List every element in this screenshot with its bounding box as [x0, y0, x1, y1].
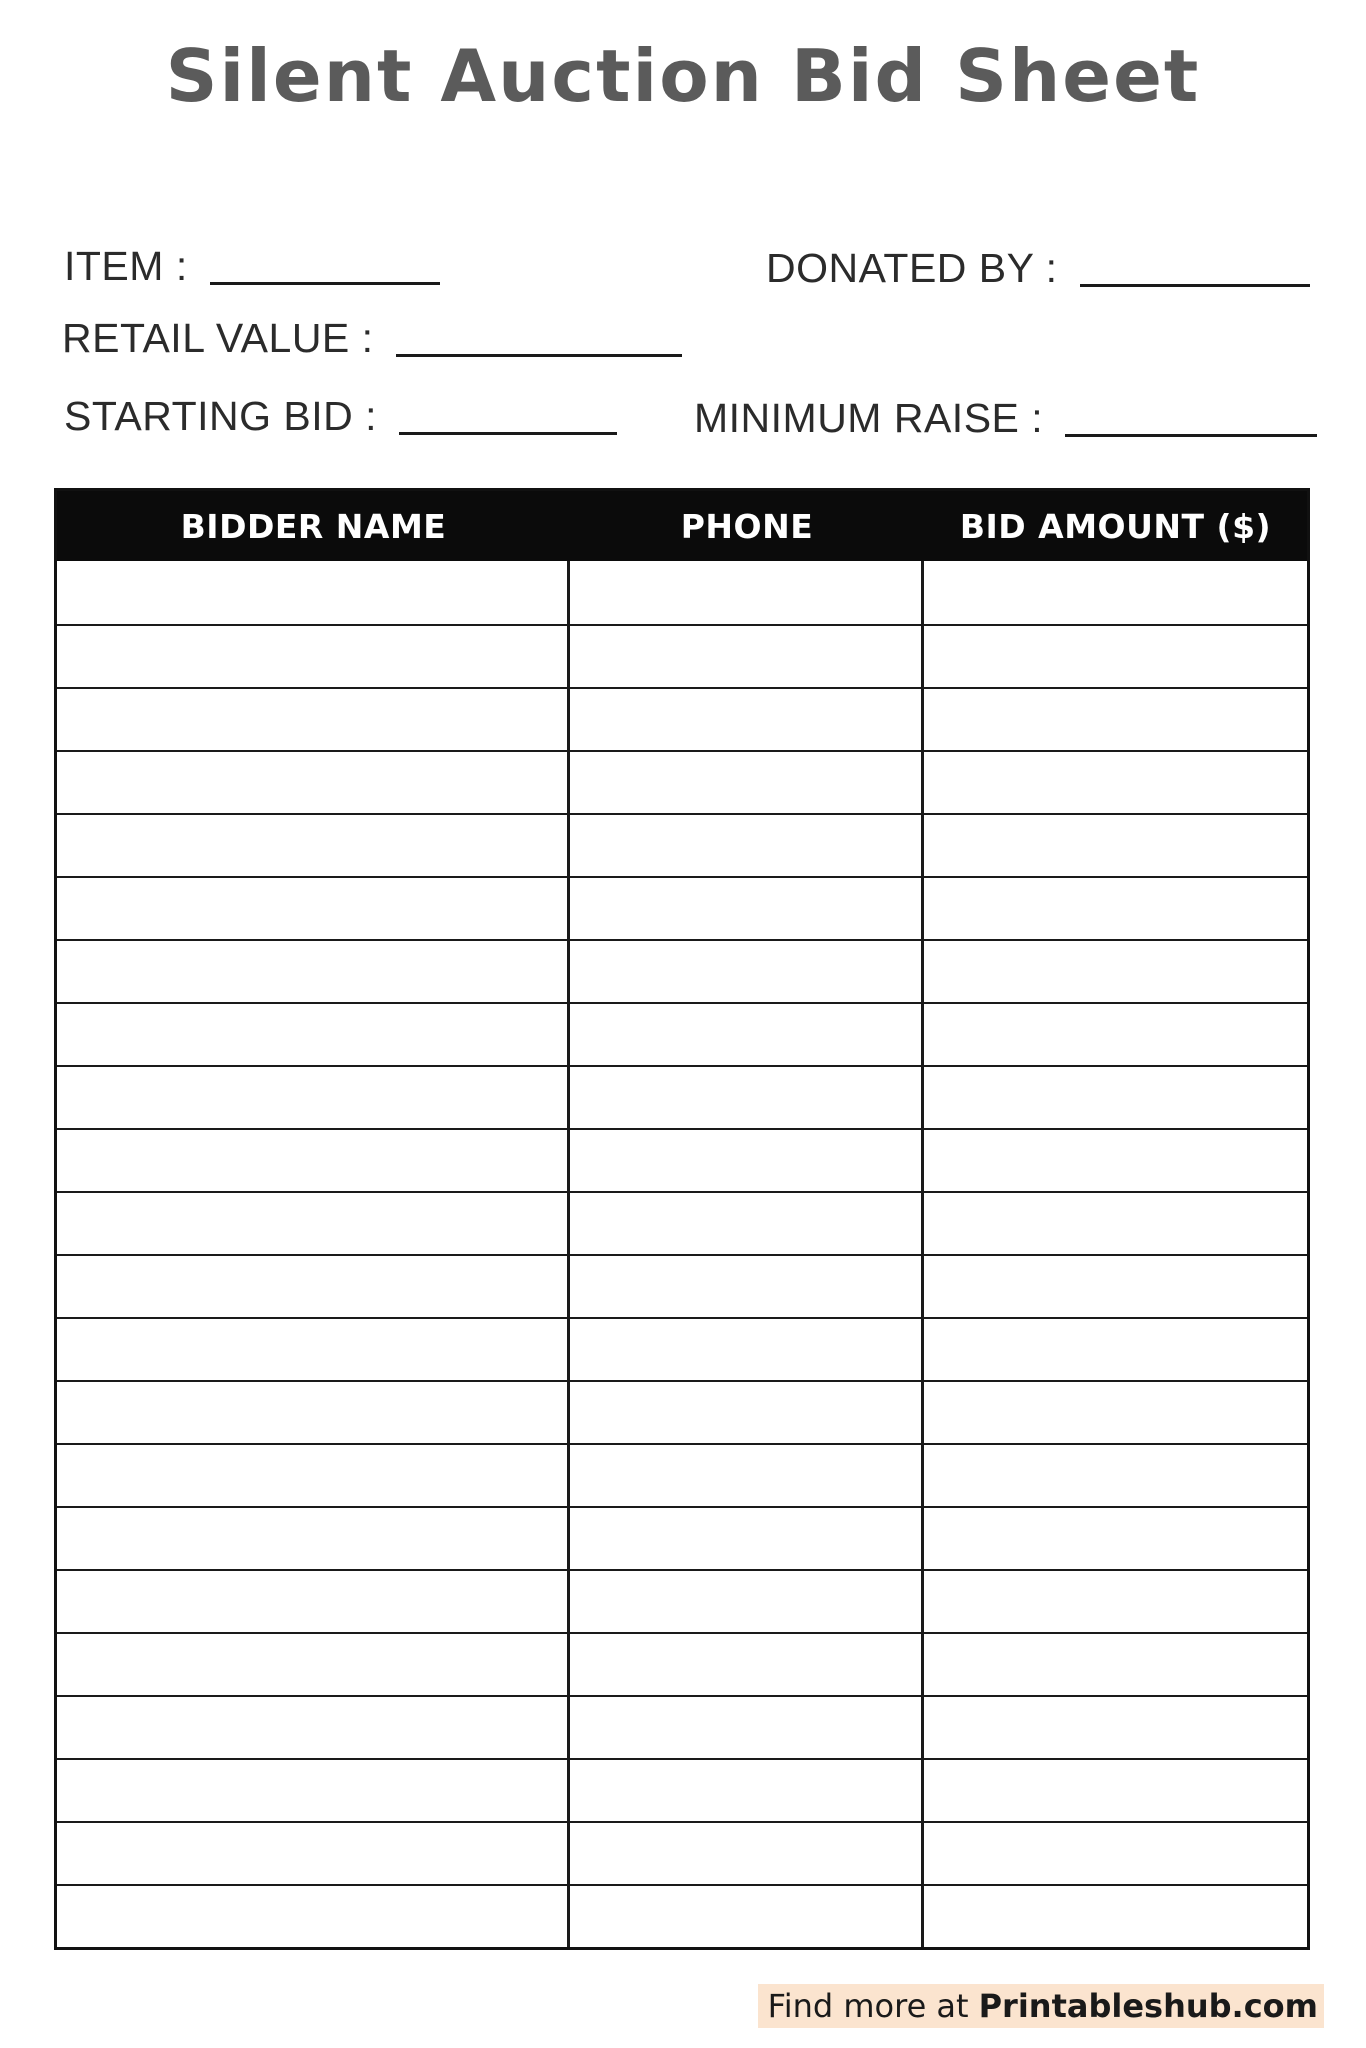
- bidder-name-header: BIDDER NAME: [180, 506, 447, 546]
- table-row: [57, 1317, 1307, 1380]
- bid-amount-cell[interactable]: [924, 626, 1307, 687]
- bid-amount-cell[interactable]: [924, 815, 1307, 876]
- minimum-raise-field: [694, 395, 1317, 441]
- starting-bid-field: [64, 393, 617, 439]
- retail-value-blank-line[interactable]: [396, 354, 682, 357]
- phone-cell[interactable]: [570, 815, 924, 876]
- table-row: [57, 687, 1307, 750]
- phone-cell[interactable]: [570, 1193, 924, 1254]
- bidder-name-cell[interactable]: [57, 941, 570, 1002]
- phone-cell[interactable]: [570, 1634, 924, 1695]
- table-row: [57, 1506, 1307, 1569]
- bidder-name-cell[interactable]: [57, 1193, 570, 1254]
- table-row: [57, 1443, 1307, 1506]
- table-row: [57, 813, 1307, 876]
- bidder-name-cell[interactable]: [57, 689, 570, 750]
- bidder-name-cell[interactable]: [57, 1886, 570, 1947]
- phone-cell[interactable]: [570, 689, 924, 750]
- item-blank-line[interactable]: [210, 282, 440, 285]
- bidder-name-cell[interactable]: [57, 1445, 570, 1506]
- bid-amount-cell[interactable]: [924, 561, 1307, 624]
- table-row: [57, 1632, 1307, 1695]
- phone-cell[interactable]: [570, 1445, 924, 1506]
- bid-amount-cell[interactable]: [924, 878, 1307, 939]
- table-row: [57, 939, 1307, 1002]
- bid-amount-cell[interactable]: [924, 1193, 1307, 1254]
- starting-bid-blank-line[interactable]: [399, 432, 617, 435]
- footer-prefix: Find more at: [767, 1987, 969, 2025]
- bid-amount-cell[interactable]: [924, 1067, 1307, 1128]
- phone-cell[interactable]: [570, 1571, 924, 1632]
- phone-cell[interactable]: [570, 626, 924, 687]
- table-row: [57, 1884, 1307, 1947]
- bidder-name-cell[interactable]: [57, 1067, 570, 1128]
- phone-cell[interactable]: [570, 752, 924, 813]
- phone-cell[interactable]: [570, 1823, 924, 1884]
- table-row: [57, 1002, 1307, 1065]
- phone-cell[interactable]: [570, 1067, 924, 1128]
- bidder-name-cell[interactable]: [57, 1319, 570, 1380]
- table-row: [57, 1758, 1307, 1821]
- bidder-name-cell[interactable]: [57, 1004, 570, 1065]
- phone-cell[interactable]: [570, 1886, 924, 1947]
- table-row: [57, 750, 1307, 813]
- bid-amount-cell[interactable]: [924, 1634, 1307, 1695]
- bidder-name-cell[interactable]: [57, 1697, 570, 1758]
- bid-amount-header: BID AMOUNT ($): [959, 506, 1272, 546]
- bidder-name-cell[interactable]: [57, 1256, 570, 1317]
- phone-cell[interactable]: [570, 1760, 924, 1821]
- bidder-name-cell[interactable]: [57, 878, 570, 939]
- bid-amount-cell[interactable]: [924, 1382, 1307, 1443]
- phone-cell[interactable]: [570, 1697, 924, 1758]
- bids-table: [54, 488, 1310, 1950]
- table-row: [57, 624, 1307, 687]
- table-header: [57, 491, 1307, 561]
- phone-header: PHONE: [680, 506, 814, 546]
- table-row: [57, 1191, 1307, 1254]
- bidder-name-cell[interactable]: [57, 1760, 570, 1821]
- bidder-name-cell[interactable]: [57, 1130, 570, 1191]
- minimum-raise-blank-line[interactable]: [1065, 434, 1317, 437]
- bidder-name-cell[interactable]: [57, 1508, 570, 1569]
- bid-amount-cell[interactable]: [924, 752, 1307, 813]
- phone-cell[interactable]: [570, 1319, 924, 1380]
- table-row: [57, 1380, 1307, 1443]
- page-title: Silent Auction Bid Sheet: [165, 34, 1201, 118]
- footer-site-link[interactable]: Printableshub.com: [978, 1987, 1318, 2025]
- bid-amount-cell[interactable]: [924, 689, 1307, 750]
- phone-cell[interactable]: [570, 941, 924, 1002]
- bid-amount-cell[interactable]: [924, 1886, 1307, 1947]
- table-row: [57, 1569, 1307, 1632]
- table-row: [57, 1128, 1307, 1191]
- footer-credit: [758, 1984, 1324, 2028]
- minimum-raise-label: MINIMUM RAISE :: [694, 395, 1044, 441]
- table-row: [57, 561, 1307, 624]
- phone-cell[interactable]: [570, 1508, 924, 1569]
- bid-amount-cell[interactable]: [924, 1697, 1307, 1758]
- table-row: [57, 1821, 1307, 1884]
- item-label: ITEM :: [64, 243, 188, 289]
- bidder-name-cell[interactable]: [57, 1571, 570, 1632]
- bid-amount-cell[interactable]: [924, 1130, 1307, 1191]
- bid-amount-cell[interactable]: [924, 1319, 1307, 1380]
- donated-by-label: DONATED BY :: [766, 245, 1058, 291]
- phone-cell[interactable]: [570, 878, 924, 939]
- bidder-name-cell[interactable]: [57, 1823, 570, 1884]
- retail-value-field: [62, 315, 682, 361]
- phone-cell[interactable]: [570, 1382, 924, 1443]
- donated-by-field: [766, 245, 1310, 291]
- bid-amount-cell[interactable]: [924, 1445, 1307, 1506]
- phone-cell[interactable]: [570, 1004, 924, 1065]
- bid-amount-cell[interactable]: [924, 941, 1307, 1002]
- bid-amount-cell[interactable]: [924, 1760, 1307, 1821]
- bidder-name-cell[interactable]: [57, 815, 570, 876]
- bid-amount-cell[interactable]: [924, 1004, 1307, 1065]
- bidder-name-cell[interactable]: [57, 626, 570, 687]
- bidder-name-cell[interactable]: [57, 752, 570, 813]
- table-row: [57, 1254, 1307, 1317]
- bidder-name-cell[interactable]: [57, 1634, 570, 1695]
- starting-bid-label: STARTING BID :: [64, 393, 378, 439]
- retail-value-label: RETAIL VALUE :: [62, 315, 374, 361]
- bid-amount-cell[interactable]: [924, 1823, 1307, 1884]
- bidder-name-cell[interactable]: [57, 1382, 570, 1443]
- table-body: [57, 561, 1307, 1947]
- donated-by-blank-line[interactable]: [1080, 284, 1310, 287]
- phone-cell[interactable]: [570, 561, 924, 624]
- table-row: [57, 876, 1307, 939]
- table-row: [57, 1695, 1307, 1758]
- phone-cell[interactable]: [570, 1130, 924, 1191]
- bidder-name-cell[interactable]: [57, 561, 570, 624]
- bid-amount-cell[interactable]: [924, 1571, 1307, 1632]
- bid-amount-cell[interactable]: [924, 1508, 1307, 1569]
- bid-amount-cell[interactable]: [924, 1256, 1307, 1317]
- item-field: [64, 243, 440, 289]
- table-row: [57, 1065, 1307, 1128]
- phone-cell[interactable]: [570, 1256, 924, 1317]
